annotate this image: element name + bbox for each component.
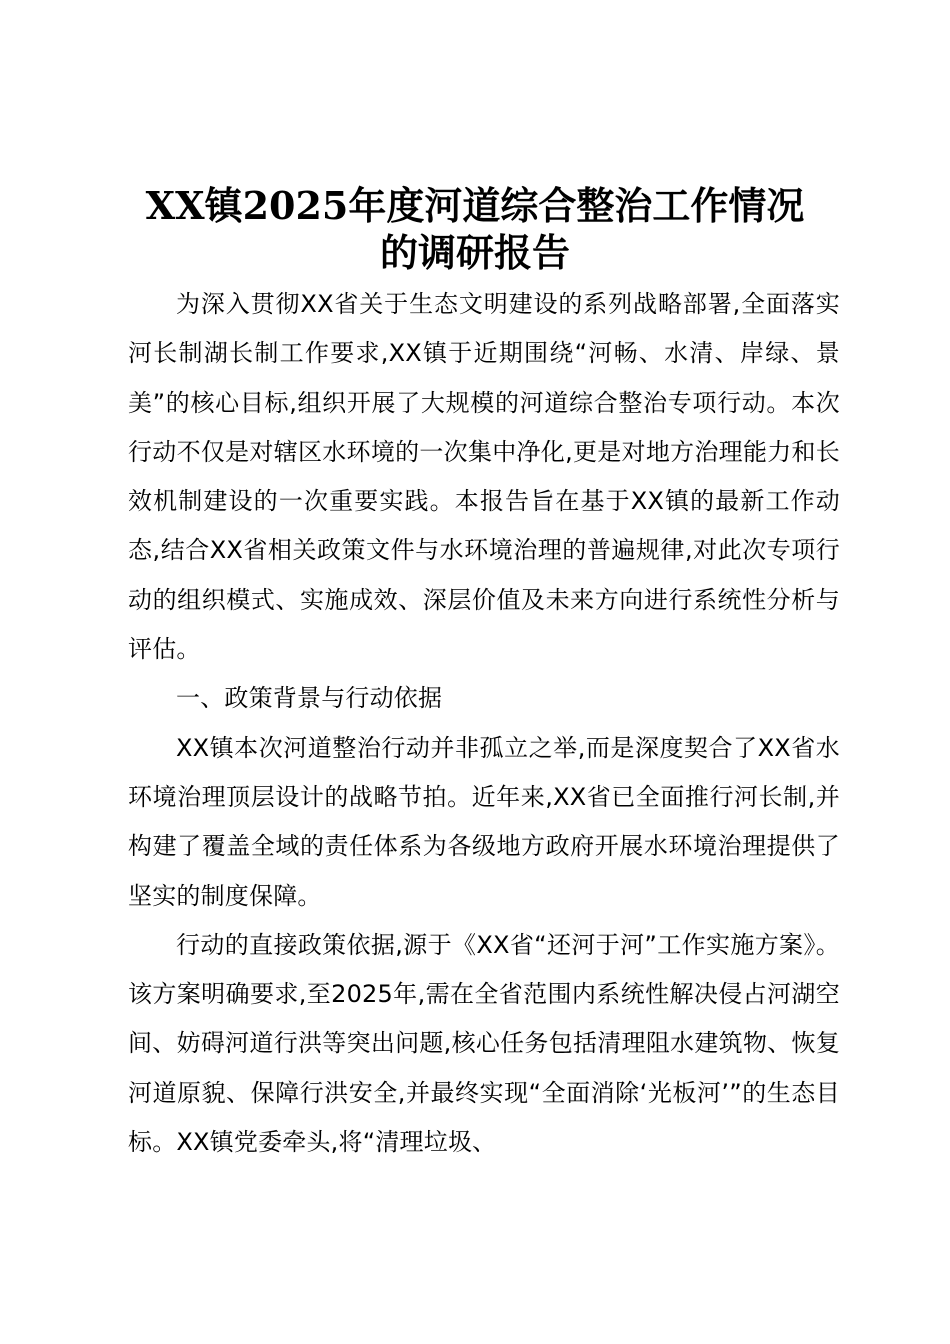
section-heading-1: 一、政策背景与行动依据 bbox=[176, 684, 443, 713]
document-title-line-1: XX镇2025年度河道综合整治工作情况 bbox=[145, 183, 805, 228]
document-body bbox=[128, 280, 840, 1167]
document-title-line-2: 的调研报告 bbox=[379, 230, 570, 275]
section-1-paragraph-2: 行动的直接政策依据,源于《XX省“还河于河”工作实施方案》。该方案明确要求,至2025年,需在全省范围内系统性解决侵占河湖空间、妨碍河道行洪等突出问题,核心任务包括清理阻水建筑物、恢复河道原貌、保障行洪安全,并最终实现“全面消除‘光板河’”的生态目标。XX镇党委牵头,将“清理垃圾、 bbox=[128, 930, 840, 1157]
intro-paragraph: 为深入贯彻XX省关于生态文明建设的系列战略部署,全面落实河长制湖长制工作要求,XX镇于近期围绕“河畅、水清、岸绿、景美”的核心目标,组织开展了大规模的河道综合整治专项行动。本次行动不仅是对辖区水环境的一次集中净化,更是对地方治理能力和长效机制建设的一次重要实践。本报告旨在基于XX镇的最新工作动态,结合XX省相关政策文件与水环境治理的普遍规律,对此次专项行动的组织模式、实施成效、深层价值及未来方向进行系统性分析与评估。 bbox=[128, 290, 840, 664]
section-1-paragraph-1: XX镇本次河道整治行动并非孤立之举,而是深度契合了XX省水环境治理顶层设计的战略节拍。近年来,XX省已全面推行河长制,并构建了覆盖全域的责任体系为各级地方政府开展水环境治理提供了坚实的制度保障。 bbox=[128, 733, 840, 910]
